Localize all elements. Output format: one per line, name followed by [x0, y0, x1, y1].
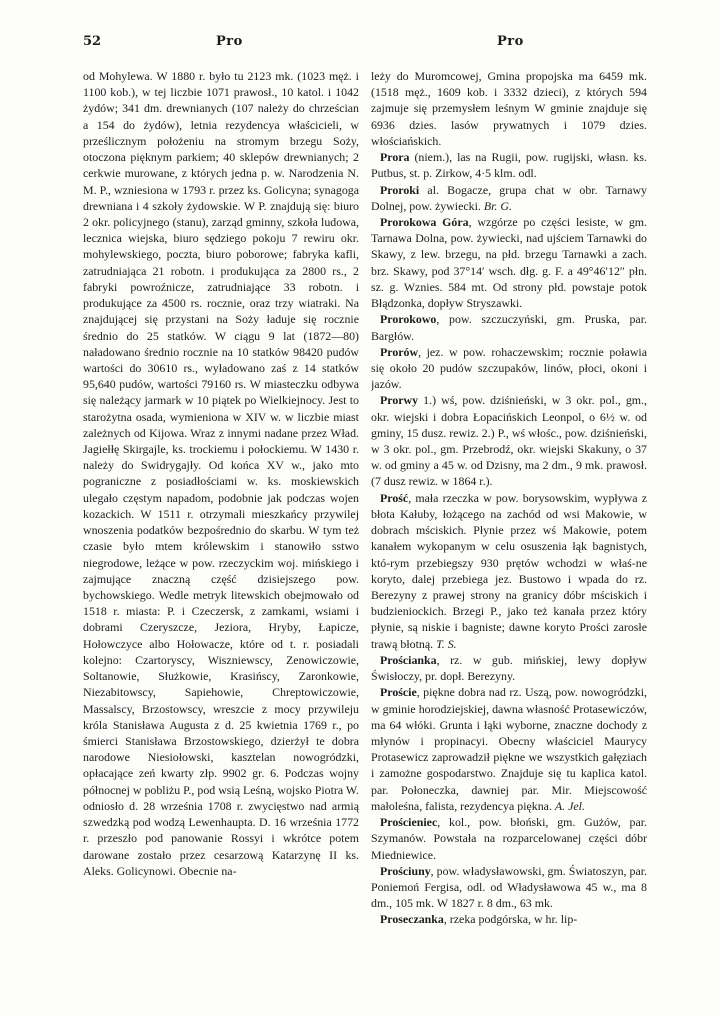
- entry-text: (niem.), las na Rugii, pow. rugijski, własn. ks. Putbus, st. p. Zirkow, 4·5 klm. odl.: [371, 150, 647, 181]
- entry-proscie: [371, 684, 647, 814]
- entry-text: , jez. w pow. rohaczewskim; rocznie poławia się około 20 pudów szczupaków, linów, płoci, okoni i jazów.: [371, 344, 647, 392]
- guide-word-left: Pro: [216, 34, 243, 49]
- entry-prorow: [371, 344, 647, 393]
- left-column: [83, 68, 359, 998]
- running-header: [83, 34, 666, 58]
- entry-headword: Prorokowa Góra: [380, 214, 469, 229]
- entry-text: , rzeka podgórska, w hr. lip-: [443, 912, 578, 927]
- entry-headword: Prościeniec: [380, 815, 438, 830]
- entry-headword: Prorów: [380, 344, 419, 359]
- entry-prosc: [371, 490, 647, 652]
- entry-text: , mała rzeczka w pow. borysowskim, wypływa z błota Kałuby, łożącego na zachód od wsi Makowie, w dobrach mściskich. Płynie przez wś Makowie, potem kanałem wykopanym w celu osuszenia łąk bagnistych, któ-rym przebiegszy 930 prętów wchodzi w właś-ne koryto, dalej przebiega jez. Bustowo i wpada do rz. Berezyny z prawej strony na granicy dóbr mściskich i budzieniockich. Brzegi P., jako też kanała przez który płynie, są niskie i bagniste; dawne koryto Prości zarosłe trawą błotną.: [371, 490, 647, 651]
- entry-headword: Prora: [380, 150, 410, 165]
- entry-headword: Prościanka: [380, 652, 437, 667]
- entry-proroki: [371, 182, 647, 214]
- entry-headword: Proroki: [380, 182, 420, 197]
- entry-proscianka: [371, 652, 647, 684]
- entry-text: leży do Muromcowej, Gmina propojska ma 6459 mk. (1518 męż., 1609 kob. i 3332 dzieci), z których 594 zajmuje się przemysłem leśnym W gminie znajduje się 6936 dzies. lasów prywatnych i 1079 dzies. włościańskich.: [371, 69, 647, 148]
- entry-text: , pow. szczuczyński, gm. Pruska, par. Bargłów.: [371, 312, 647, 343]
- page-number: 52: [83, 34, 102, 49]
- entry-proscieniec: [371, 814, 647, 863]
- entry-text: , rz. w gub. mińskiej, lewy dopływ Świsłoczy, pr. dopł. Berezyny.: [371, 652, 647, 684]
- entry-text: , wzgórze po części lesiste, w gm. Tarnawa Dolna, pow. żywiecki, nad ujściem Tarnawki do Skawy, z lew. brzegu, na płd. brzegu Tarnawki a zach. brz. Skawy, pod 37°14′ wsch. dłg. g. F. a 49°46′12″ płn. sz. g. Wznies. 584 mt. Od strony płd. powstaje potok Błądzonka, dopływ Stryszawki.: [371, 214, 647, 311]
- entry-headword: Prorokowo: [380, 312, 437, 327]
- entry-headword: Prościuny: [380, 863, 431, 878]
- entry-signature: T. S.: [436, 636, 457, 651]
- entry-continuation-intro: [371, 68, 647, 149]
- entry-text: , pow. władysławowski, gm. Światoszyn, par. Poniemoń Fergisa, odl. od Władysławowa 45 w., ma 8 dm., 105 mk. W 1827 r. 8 dm., 63 mk.: [371, 863, 647, 911]
- entry-headword: Prorwy: [380, 393, 419, 408]
- entry-text: , kol., pow. błoński, gm. Gużów, par. Szymanów. Powstała na rozparcelowanej części dóbr Miedniewice.: [371, 815, 647, 862]
- entry-prorokowo: [371, 311, 647, 343]
- entry-prora: [371, 149, 647, 181]
- entry-text: , piękne dobra nad rz. Uszą, pow. nowogródzki, w gminie horodziejskiej, dawna własność Protasewiczów, ma 64 włóki. Grunta i łąki wyborne, znaczne dochody z młynów i propinacyi. Obecny właściciel Maurycy Protasewicz zaprowadził piękne we wszystkich gałęziach i zamożne gospodarstwo. Znajduje się tu kaplica katol. par. Połoneczka, dawniej par. Mir. Miejscowość małoleśna, falista, rezydencya piękna.: [371, 685, 647, 813]
- entry-headword: Prość: [380, 490, 409, 505]
- entry-text: al. Bogacze, grupa chat w obr. Tarnawy Dolnej, pow. żywiecki.: [371, 182, 647, 213]
- entry-headword: Proście: [380, 685, 417, 700]
- entry-prosciuny: [371, 863, 647, 912]
- entry-prorwy: [371, 392, 647, 489]
- right-column: [371, 68, 647, 998]
- entry-signature: A. Jel.: [554, 798, 585, 813]
- guide-word-right: Pro: [497, 34, 524, 49]
- entry-continuation-text: od Mohylewa. W 1880 r. było tu 2123 mk. (1023 męż. i 1100 kob.), w tej liczbie 1071 prawosł., 10 katol. i 1042 żydów; 341 dm. drewnianych (107 należy do chrześcian a 154 do żydów), letnia rezydencya właścicieli, w prześlicznym położeniu na stromym brzegu Soży, otoczona pięknym parkiem; 40 sklepów drewnianych; 2 cerkwie murowane, z których jedna p. w. Narodzenia N. M. P., wzniesiona w 1793 r. przez ks. Golicyna; synagoga drewniana i 4 szkoły żydowskie. W P. znajdują się: biuro 2 okr. policyjnego (stanu), zarząd gminny, szkoła ludowa, lecznica wiejska, biuro sędziego pokoju 7 rewiru okr. mohylewskiego, poczta, biuro poborowe; fabryka kafli, zatrudniająca 21 robotn. i produkująca za 2800 rs., 2 fabryki powroźnicze, zatrudniające 33 robotn. i produkujące za 4500 rs. rocznie, oraz trzy wiatraki. Na znajdującej się przystani na Soży ładuje się rocznie średnio do 25 statków. W ciągu 9 lat (1872—80) naładowano średnio rocznie na 10 statków 98420 pudów wartości do 30610 rs., wyładowano zaś z 14 statków 95,640 pudów, wartości 79160 rs. W miasteczku odbywa się należący jarmark w 10 piątek po Wielkiejnocy. Jest to starożytna osada, wymieniona w XIV w. w liczbie miast zależnych od Kijowa. Wraz z innymi nadane przez Wład. Jagiełłę Skirgajle, ks. trockiemu i połockiemu. W 1430 r. należy do Swidrygajły. Od końca XV w., jako mto pograniczne z posiadłościami w. ks. moskiewskich ulegało częstym napadom, podobnie jak podczas wojen kozackich. W 1511 r. otrzymali mieszkańcy przywilej wnoszenia podatków bezpośrednio do skarbu. W tym też czasie było mtem królewskim i stanowiło sstwo niegrodowe, leżące w pow. rzeczyckim woj. mińskiego i zajmujące znaczną część dzisiejszego pow. bychowskiego. Wedle metryk litewskich obejmowało od 1518 r. miasta: P. i Czeczersk, z zamkami, wsiami i dobrami Czeryszcze, Jeziora, Hryby, Łapicze, Hołowczyce albo Hołowacze, które od t. r. posiadali kolejno: Czartoryscy, Wiszniewscy, Zenowiczowie, Soltanowie, Służkowie, Krasińscy, Zaronkowie, Niezabitowscy, Sapiehowie, Chreptowiczowie, Massalscy, Brzostowscy, wreszcie z mocy przywileju króla Stanisława Augusta z d. 25 kwietnia 1769 r., po śmierci Stanisława Brzostowskiego, dzierżył te dobra narodowe Niesiołowski, kasztelan nowogródzki, opłacające zeń kwarty złp. 9902 gr. 6. Podczas wojny północnej w pobliżu P., pod wsią Leśną, wojsko Piotra W. odniosło d. 28 września 1708 r. zwycięstwo nad armią szwedzką pod wodzą Lewenhaupta. D. 16 września 1772 r. przeszło pod panowanie Rossyi i wkrótce potem darowane zostało przez cesarzową Katarzynę II ks. Aleks. Golicynowi. Obecnie na-: [83, 69, 359, 878]
- entry-prorokowa-gora: [371, 214, 647, 311]
- entry-text: 1.) wś, pow. dziśnieński, w 3 okr. pol., gm., okr. wiejski i dobra Łopacińskich Leonpol, o 6½ w. od gminy, 15 dusz. rewiz. 2.) P., wś włośc., pow. dziśnieński, w 3 okr. pol., gm. Przebrodź, okr. wiejski Skakuny, o 37 w. od gminy a 45 w. od Dzisny, ma 2 dm., 9 mk. prawosł. (7 dusz rewiz. w 1864 r.).: [371, 393, 647, 489]
- entry-proseczanka: [371, 911, 647, 927]
- entry-signature: Br. G.: [483, 198, 512, 213]
- entry-headword: Proseczanka: [380, 912, 444, 927]
